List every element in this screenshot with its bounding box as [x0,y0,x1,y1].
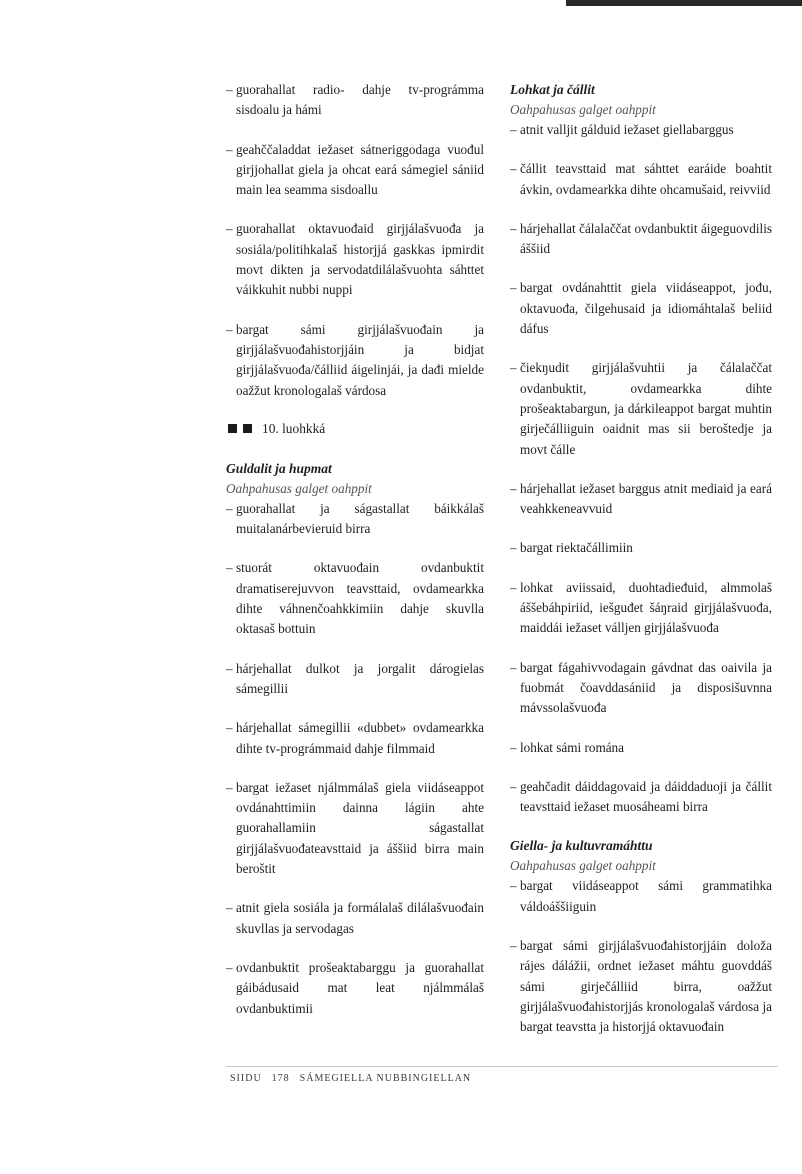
list-item: – bargat iežaset njálmmálaš giela viidáseappot ovdánahttimiin dainna lágiin ahte guorahallamiin ságastallat girjjálašvuođateavsttaid ja áššiid birra main beroštit [226,779,484,877]
page-number: 178 [271,1073,290,1084]
list-item: – geahčadit dáiddagovaid ja dáiddaduoji ja čállit teavsttaid iežaset muosáheami birra [510,778,772,815]
list-item: – hárjehallat dulkot ja jorgalit dárogielas sámegillii [226,660,484,696]
right-column [510,80,772,1038]
list-item: – lohkat sámi románа [510,739,625,755]
list-item: – atnit valljit gálduid iežaset giellabarggus [510,122,734,137]
list-item: – lohkat aviissaid, duohtadieđuid, almmolaš áššebáhpiriid, iešguđet šáŋraid girjjálašvuođa, maiddái iežaset válljen girjjálašvuođa [510,579,772,636]
list-item: – guorahallat ja ságastallat báikkálaš muitalanárbevieruid birra [226,500,484,537]
list-item: – guorahallat radio- dahje tv-prográmma sisdoalu ja hámi [226,82,484,118]
section-subtitle: Oahpahusas galget oahppit [510,858,656,874]
list-item: – geahččaladdat iežaset sátneriggodaga vuođul girjjohallat giela ja ohcat eará sámegiel sániid main lea seamma sisdoallu [226,141,484,198]
section-title: Guldalit ja hupmat [226,460,332,476]
list-item: – atnit giela sosiála ja formálalaš dilálašvuođain skuvllas ja servodagas [226,900,484,936]
list-item: – ovdanbuktit prošeaktabarggu ja guorahallat gáibádusaid mat leat njálmmálaš ovdanbuktimii [226,959,484,1016]
list-item: – bargat sámi girjjálašvuođain ja girjjálašvuođahistorjjáin ja bidjat girjjálašvuođa/čálliid áigelinjái, ja dađi mielde oažžut kronologalaš várdosa [226,321,484,398]
section-title: Giella- ja kultuvramáhttu [510,838,653,854]
scan-corner-mark [566,0,802,6]
section-subtitle: Oahpahusas galget oahppit [226,480,372,496]
list-item: – stuorát oktavuođain ovdanbuktit dramatiserejuvvon teavsttaid, ovdamearkka dihte váhnenčoahkkimiin dahje skuvlla oktasaš bottuin [226,560,484,637]
list-item: – bargat ovdánahttit giela viidáseappot, jođu, oktavuođa, čilgehusaid ja idiomáhtalaš beliid dáfus [510,280,772,337]
footer-label: SIIDU [230,1073,262,1084]
list-item: – čállit teavsttaid mat sáhttet earáide boahtit ávkin, ovdamearkka dihte ohcamušaid, reivviid [510,161,772,197]
list-item: – bargat riektačállimiin [510,540,633,556]
list-item: – čiekŋudit girjjálašvuhtii ja čálalaččat ovdanbuktit, ovdamearkka dihte prošeaktabargun, ja dárkileappot bargat muhtin girječálliiguin oaidnit mas sii beroštedje ja movt čálle [510,360,772,457]
section-title: Lohkat ja čállit [510,82,595,97]
chapter-heading: 10. luohkká [226,419,484,439]
left-column [226,80,484,1019]
list-item: – hárjehallat iežaset barggus atnit mediaid ja eará veahkkeneavvuid [510,480,772,517]
list-item: – bargat fágahivvodagain gávdnat das oaivila ja fuobmát čoavddasániid ja disposišuvnna mávssolašvuođa [510,659,772,716]
list-item: – hárjehallat sámegillii «dubbet» ovdamearkka dihte tv-prográmmaid dahje filmmaid [226,720,484,756]
list-item: – bargat viidáseappot sámi grammatihka váldoáššiiguin [510,878,772,914]
square-bullet-icon [243,424,252,433]
page-footer [230,1073,481,1084]
list-item: – hárjehallat čálalaččat ovdanbuktit áigeguovdilis áššiid [510,220,772,257]
footer-title: SÁMEGIELLA NUBBINGIELLAN [299,1073,472,1084]
square-bullet-icon [228,424,237,433]
list-item: – bargat sámi girjjálašvuođahistorjjáin doloža rájes dálážii, ordnet iežaset máhtu guovddáš sámi girječálliid birra, oažžut girjjálašvuođahistorjjás kronologalaš várdosa ja bargat teavstta ja historjjá oktavuođain [510,938,772,1035]
footer-rule [226,1066,778,1067]
section-subtitle: Oahpahusas galget oahppit [510,102,656,117]
list-item: – guorahallat oktavuođaid girjjálašvuođa ja sosiála/politihkalaš historjjá gaskkas ipmirdit movt dikten ja servodatdilálašvuohta sáhttet váikkuhit nubbi nuppi [226,221,484,298]
